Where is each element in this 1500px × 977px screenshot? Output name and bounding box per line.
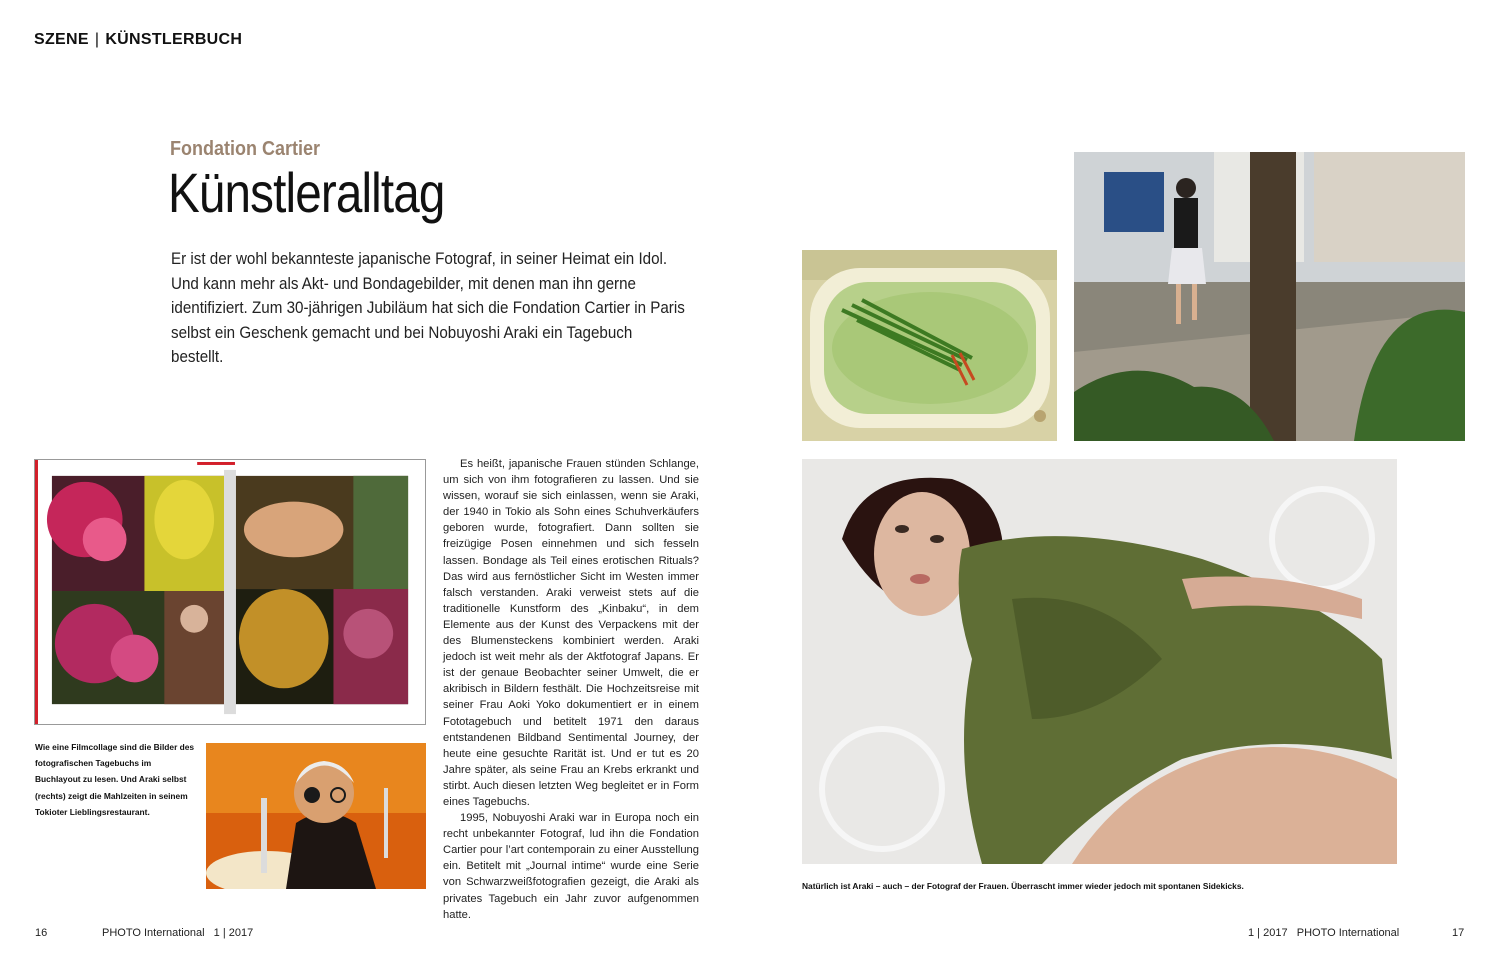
section-header (34, 31, 242, 49)
page-number-left: 16 (35, 927, 48, 939)
book-spread-photo (34, 459, 426, 725)
body-paragraph: 1995, Nobuyoshi Araki war in Europa noch ein recht unbekannter Fotograf, lud ihn die Fondation Cartier pour l’art contemporain zu einer Ausstellung ein. Betitelt mit „Journal intime“ wurde eine Serie von Schwarzweißfotografien gezeigt, die Araki als privates Tagebuch ein Jahr zuvor aufgenommen hatte. (443, 812, 699, 921)
bathtub-photo (802, 250, 1057, 441)
street-photo (1074, 152, 1465, 441)
araki-restaurant-photo (206, 743, 426, 889)
subsection-label: KÜNSTLERBUCH (105, 31, 243, 48)
article-lead: Er ist der wohl bekannteste japanische Fotograf, in seiner Heimat ein Idol. Und kann mehr als Akt- und Bondagebilder, mit denen man ihn gerne identifiziert. Zum 30-jährigen Jubiläum hat sich die Fondation Cartier in Paris selbst ein Geschenk gemacht und bei Nobuyoshi Araki ein Tagebuch bestellt. (171, 250, 685, 367)
article-body (443, 456, 699, 923)
woman-green-dress-photo (802, 459, 1397, 864)
caption-book-spread: Wie eine Filmcollage sind die Bilder des fotografischen Tagebuchs im Buchlayout zu lesen. Und Araki selbst (rechts) zeigt die Mahlzeiten in seinem Tokioter Lieblingsrestaurant. (35, 742, 195, 817)
body-paragraph: Es heißt, japanische Frauen stünden Schlange, um sich von ihm fotografieren zu lassen. Und sie wissen, worauf sie sich einlassen, wenn sie Araki, der 1940 in Tokio als Sohn eines Schuhverkäufers geboren wurde, fotografiert. Dann sollten sie freizügige Posen einnehmen und sich fesseln lassen. Bondage als Teil eines erotischen Rituals? Das wird aus fernöstlicher Sicht im Westen immer falsch verstanden. Araki verweist stets auf die traditionelle Kunstform des „Kinbaku“, in dem Elemente aus der Kunst des Verpackens mit der des Blumensteckens kombiniert werden. Araki jedoch ist weit mehr als der Aktfotograf Japans. Er ist der genaue Beobachter seiner Umwelt, die er akribisch in Bildern festhält. Die Hochzeitsreise mit seiner Frau Aoki Yoko dokumentiert er in einem Fototagebuch und betitelt 1971 den daraus entstandenen Bildband Sentimental Journey, der heute eine gesuchte Rarität ist. Und er tut es 20 Jahre später, als seine Frau an Krebs erkrankt und stirbt. Auch diesen letzten Weg begleitet er in Form eines Tagebuchs. (443, 458, 699, 808)
section-separator: | (94, 31, 100, 48)
page-number-right: 17 (1452, 927, 1465, 939)
section-label: SZENE (34, 31, 89, 48)
magazine-issue-right: 1 | 2017 PHOTO International (1248, 927, 1400, 939)
caption-woman-photo: Natürlich ist Araki – auch – der Fotograf der Frauen. Überrascht immer wieder jedoch mit spontanen Sidekicks. (802, 881, 1244, 891)
article-headline: Künstleralltag (168, 161, 445, 224)
magazine-issue-left: PHOTO International 1 | 2017 (102, 927, 254, 939)
article-kicker: Fondation Cartier (170, 138, 321, 160)
